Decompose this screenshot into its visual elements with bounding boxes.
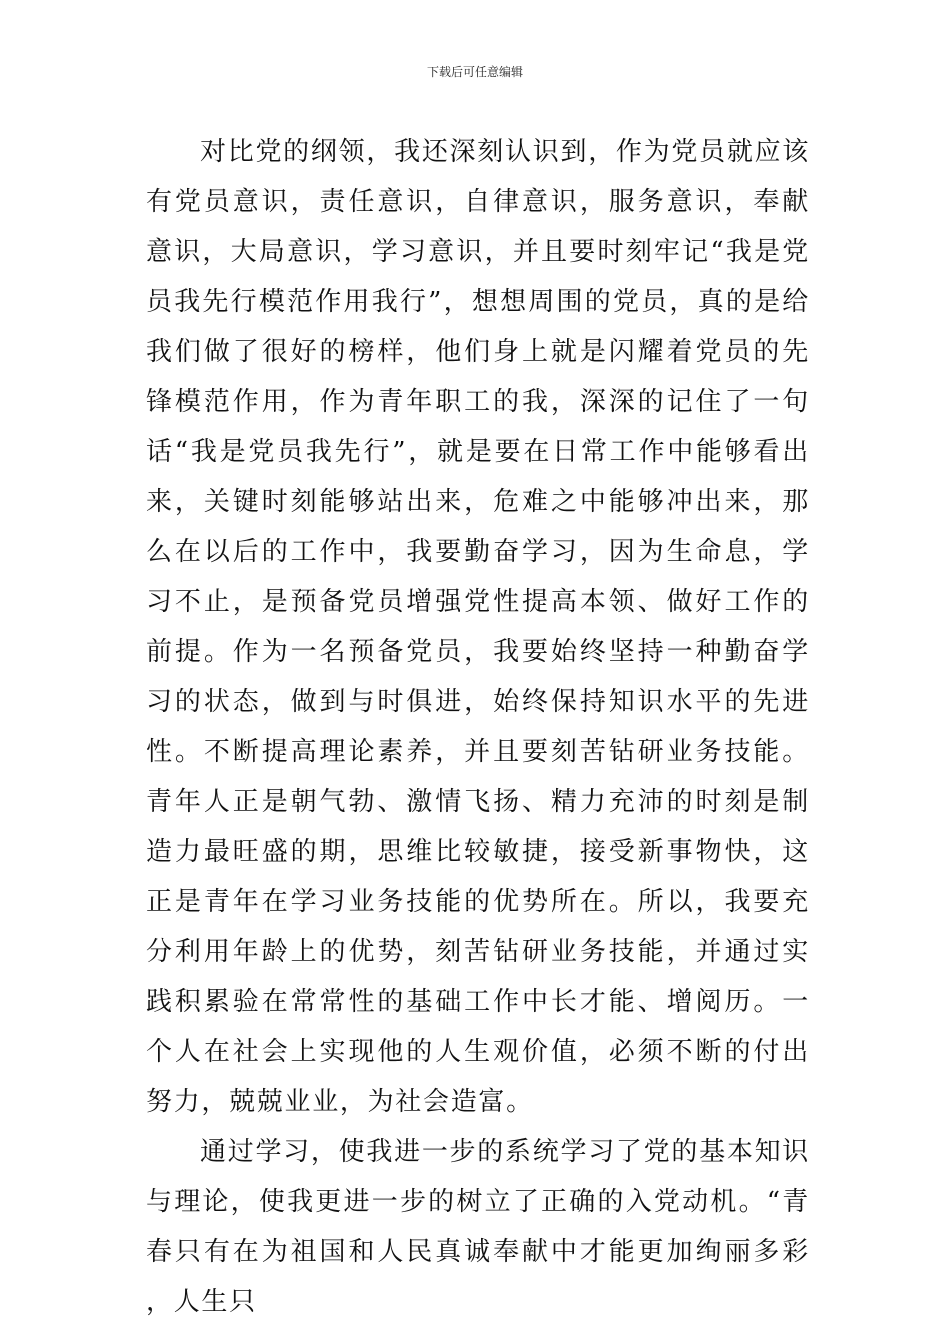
- page-header: 下载后可任意编辑: [426, 65, 523, 79]
- paragraph-2: 通过学习，使我进一步的系统学习了党的基本知识与理论，使我更进一步的树立了正确的入党动机。“青春只有在为祖国和人民真诚奉献中才能更加绚丽多彩，人生只: [146, 1137, 810, 1317]
- document-body: [146, 127, 810, 1327]
- paragraph-1: 对比党的纲领，我还深刻认识到，作为党员就应该有党员意识，责任意识，自律意识，服务意识，奉献意识，大局意识，学习意识，并且要时刻牢记“我是党员我先行模范作用我行”，想想周围的党员，真的是给我们做了很好的榜样，他们身上就是闪耀着党员的先锋模范作用，作为青年职工的我，深深的记住了一句话“我是党员我先行”，就是要在日常工作中能够看出来，关键时刻能够站出来，危难之中能够冲出来，那么在以后的工作中，我要勤奋学习，因为生命息，学习不止，是预备党员增强党性提高本领、做好工作的前提。作为一名预备党员，我要始终坚持一种勤奋学习的状态，做到与时俱进，始终保持知识水平的先进性。不断提高理论素养，并且要刻苦钻研业务技能。青年人正是朝气勃、激情飞扬、精力充沛的时刻是制造力最旺盛的期，思维比较敏捷，接受新事物快，这正是青年在学习业务技能的优势所在。所以，我要充分利用年龄上的优势，刻苦钻研业务技能，并通过实践积累验在常常性的基础工作中长才能、增阅历。一个人在社会上实现他的人生观价值，必须不断的付出努力，兢兢业业，为社会造富。: [146, 137, 810, 1117]
